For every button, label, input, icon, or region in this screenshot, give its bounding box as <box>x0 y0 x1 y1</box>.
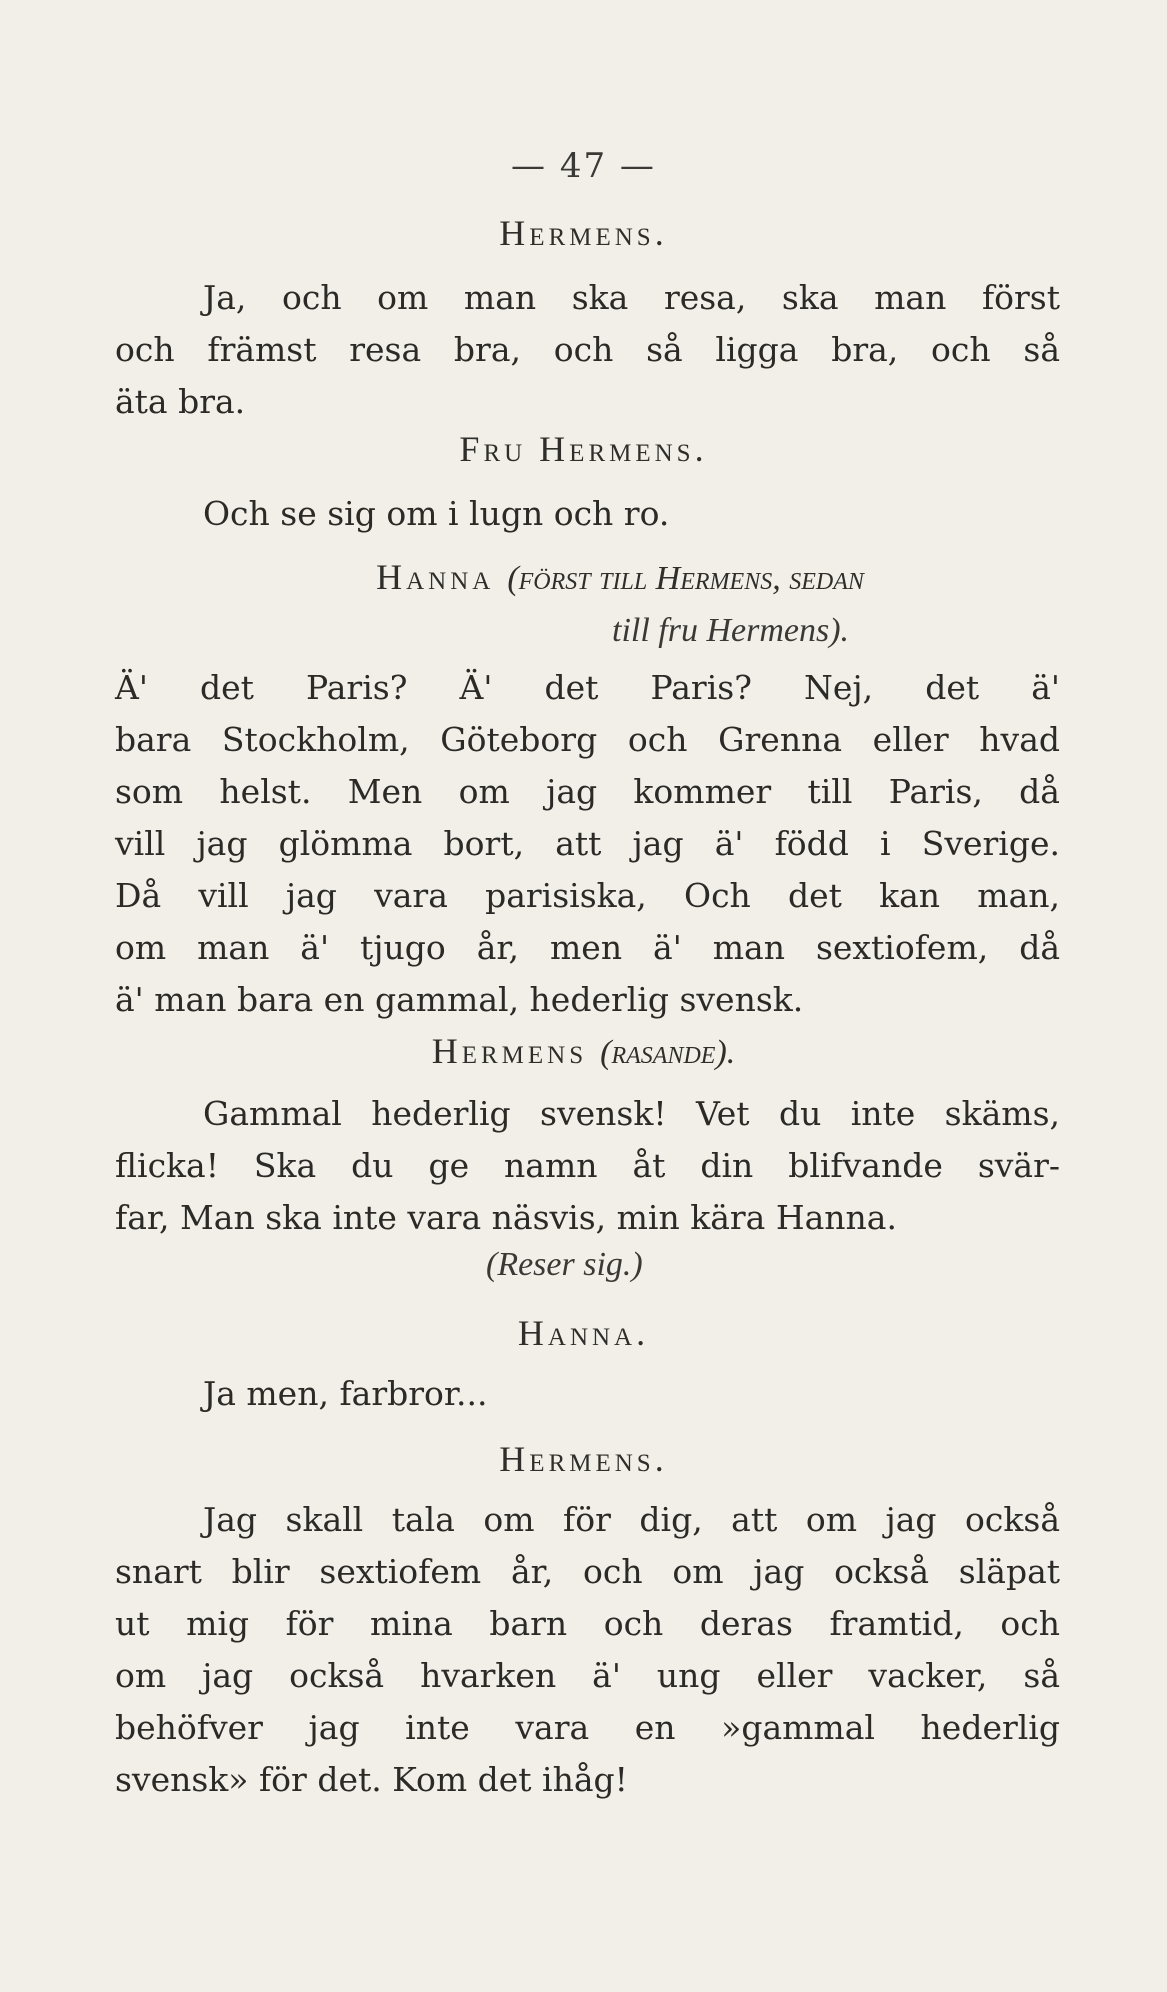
text-line: som helst. Men om jag kommer till Paris, då <box>115 772 1060 811</box>
page-number: — 47 — <box>511 146 656 186</box>
speaker-with-direction <box>140 556 1100 598</box>
dialogue-paragraph <box>115 662 1060 1026</box>
stage-direction: till fru Hermens). <box>612 612 850 649</box>
text-line: och främst resa bra, och så ligga bra, och så <box>115 330 1060 369</box>
text-line: om jag också hvarken ä' ung eller vacker, så <box>115 1656 1060 1695</box>
speaker-name: Hermens <box>431 1031 588 1071</box>
text-line: om man ä' tjugo år, men ä' man sextiofem, då <box>115 928 1060 967</box>
text-line: Ja, och om man ska resa, ska man först <box>203 278 1060 317</box>
text-line: Och se sig om i lugn och ro. <box>203 494 670 533</box>
text-line: vill jag glömma bort, att jag ä' född i Sverige. <box>115 824 1060 863</box>
text-line: Då vill jag vara parisiska, Och det kan man, <box>115 876 1060 915</box>
speaker-name: Hanna. <box>517 1313 650 1353</box>
text-line: ä' man bara en gammal, hederlig svensk. <box>115 980 804 1019</box>
text-line: bara Stockholm, Göteborg och Grenna eller hvad <box>115 720 1060 759</box>
stage-direction: (rasande). <box>600 1034 736 1071</box>
speaker-name: Hermens. <box>499 213 668 253</box>
text-line: Jag skall tala om för dig, att om jag också <box>203 1500 1060 1539</box>
speaker-name: Fru Hermens. <box>459 429 708 469</box>
stage-direction: (först till Hermens, sedan <box>507 560 864 597</box>
stage-direction: (Reser sig.) <box>486 1246 643 1283</box>
speaker-with-direction <box>0 1030 1167 1072</box>
text-line: svensk» för det. Kom det ihåg! <box>115 1760 628 1799</box>
dialogue-paragraph <box>115 272 1060 428</box>
speaker-name: Hanna <box>376 557 495 597</box>
speaker-name: Hermens. <box>499 1439 668 1479</box>
text-line: äta bra. <box>115 382 246 421</box>
text-line: far, Man ska inte vara näsvis, min kära Hanna. <box>115 1198 897 1237</box>
dialogue-paragraph <box>115 1494 1060 1806</box>
text-line: Gammal hederlig svensk! Vet du inte skäms, <box>203 1094 1060 1133</box>
text-line: behöfver jag inte vara en »gammal hederlig <box>115 1708 1060 1747</box>
text-line: snart blir sextiofem år, och om jag också släpat <box>115 1552 1060 1591</box>
text-line: Ä' det Paris? Ä' det Paris? Nej, det ä' <box>115 668 1060 707</box>
dialogue-paragraph <box>115 1088 1060 1244</box>
dialogue-paragraph <box>115 488 1060 540</box>
text-line: flicka! Ska du ge namn åt din blifvande svär- <box>115 1146 1060 1185</box>
dialogue-paragraph <box>115 1368 1060 1420</box>
text-line: Ja men, farbror... <box>203 1374 488 1413</box>
text-line: ut mig för mina barn och deras framtid, och <box>115 1604 1060 1643</box>
